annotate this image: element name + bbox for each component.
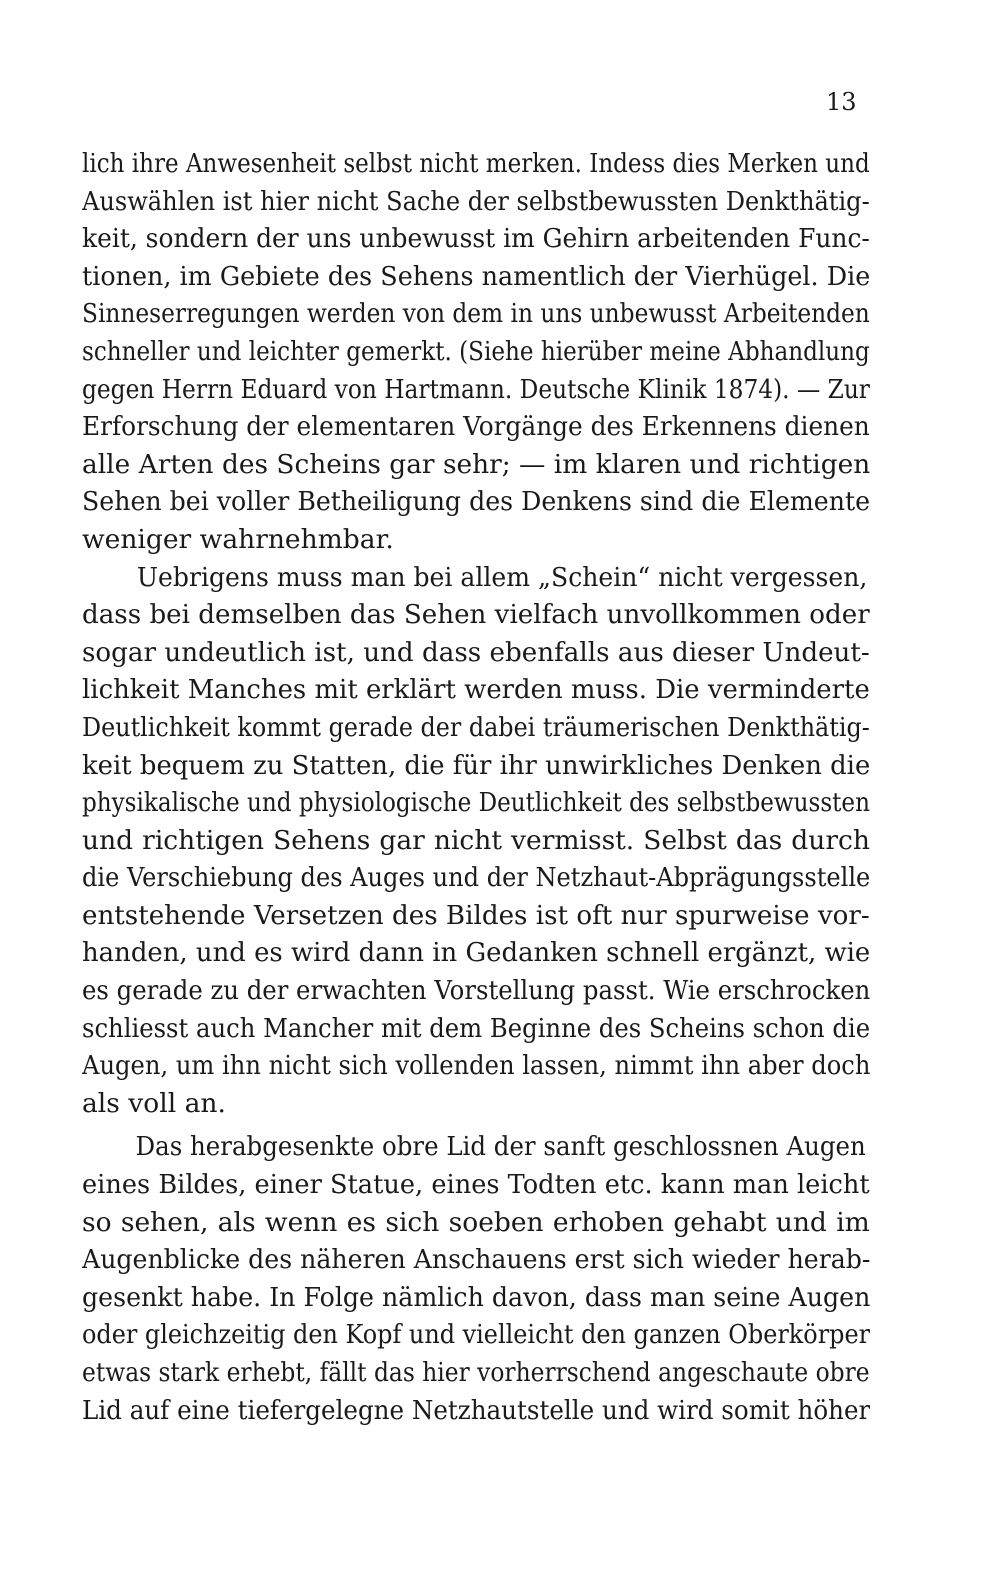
text-line: so sehen, als wenn es sich soeben erhoben gehabt und im <box>82 1206 870 1238</box>
text-line: schliesst auch Mancher mit dem Beginne des Scheins schon die <box>82 1012 871 1044</box>
text-line: handen, und es wird dann in Gedanken schnell ergänzt, wie <box>82 937 871 969</box>
body-text <box>82 145 870 1429</box>
text-line: gesenkt habe. In Folge nämlich davon, dass man seine Augen <box>82 1281 870 1313</box>
text-line: lichkeit Manches mit erklärt werden muss. Die verminderte <box>82 674 870 706</box>
text-line: alle Arten des Scheins gar sehr; — im klaren und richtigen <box>82 448 870 480</box>
text-line: Auswählen ist hier nicht Sache der selbstbewussten Denkthätig- <box>82 185 870 217</box>
text-line: physikalische und physiologische Deutlichkeit des selbstbewussten <box>82 787 870 819</box>
text-line: Erforschung der elementaren Vorgänge des Erkennens dienen <box>82 411 870 443</box>
text-line: und richtigen Sehens gar nicht vermisst. Selbst das durch <box>82 824 870 856</box>
text-line: Augen, um ihn nicht sich vollenden lassen, nimmt ihn aber doch <box>82 1050 871 1082</box>
text-line: schneller und leichter gemerkt. (Siehe hierüber meine Abhandlung <box>82 335 870 367</box>
text-line: entstehende Versetzen des Bildes ist oft nur spurweise vor- <box>82 899 870 931</box>
text-line: keit bequem zu Statten, die für ihr unwirkliches Denken die <box>82 749 871 781</box>
text-line: etwas stark erhebt, fällt das hier vorherrschend angeschaute obre <box>82 1357 870 1388</box>
text-line: Uebrigens muss man bei allem „Schein“ nicht vergessen, <box>136 561 868 593</box>
text-line: Sehen bei voller Betheiligung des Denkens sind die Elemente <box>82 486 871 518</box>
text-line: sogar undeutlich ist, und dass ebenfalls aus dieser Undeut- <box>82 636 870 668</box>
text-line: dass bei demselben das Sehen vielfach unvollkommen oder <box>82 599 870 631</box>
text-line: weniger wahrnehmbar. <box>82 523 394 555</box>
text-line: es gerade zu der erwachten Vorstellung passt. Wie erschrocken <box>82 975 870 1007</box>
text-line: keit, sondern der uns unbewusst im Gehirn arbeitenden Func- <box>82 223 870 255</box>
text-line: Das herabgesenkte obre Lid der sanft geschlossnen Augen <box>135 1131 866 1163</box>
paragraph-1 <box>82 145 870 559</box>
text-line: Lid auf eine tiefergelegne Netzhautstelle und wird somit höher <box>82 1394 871 1426</box>
text-line: tionen, im Gebiete des Sehens namentlich der Vierhügel. Die <box>82 260 870 292</box>
paragraph-3 <box>82 1128 870 1429</box>
paragraph-2 <box>82 559 870 1123</box>
text-line: Deutlichkeit kommt gerade der dabei träumerischen Denkthätig- <box>82 711 870 743</box>
text-line: Sinneserregungen werden von dem in uns unbewusst Arbeitenden <box>82 298 870 330</box>
text-line: eines Bildes, einer Statue, eines Todten etc. kann man leicht <box>82 1169 870 1201</box>
page-number: 13 <box>826 88 857 116</box>
text-line: die Verschiebung des Auges und der Netzhaut-Abprägungsstelle <box>82 862 870 894</box>
text-line: lich ihre Anwesenheit selbst nicht merken. Indess dies Merken und <box>82 148 870 179</box>
text-line: oder gleichzeitig den Kopf und vielleicht den ganzen Oberkörper <box>82 1319 870 1351</box>
text-line: gegen Herrn Eduard von Hartmann. Deutsche Klinik 1874). — Zur <box>82 373 870 405</box>
text-line: Augenblicke des näheren Anschauens erst sich wieder herab- <box>82 1244 870 1276</box>
text-line: als voll an. <box>82 1087 226 1119</box>
